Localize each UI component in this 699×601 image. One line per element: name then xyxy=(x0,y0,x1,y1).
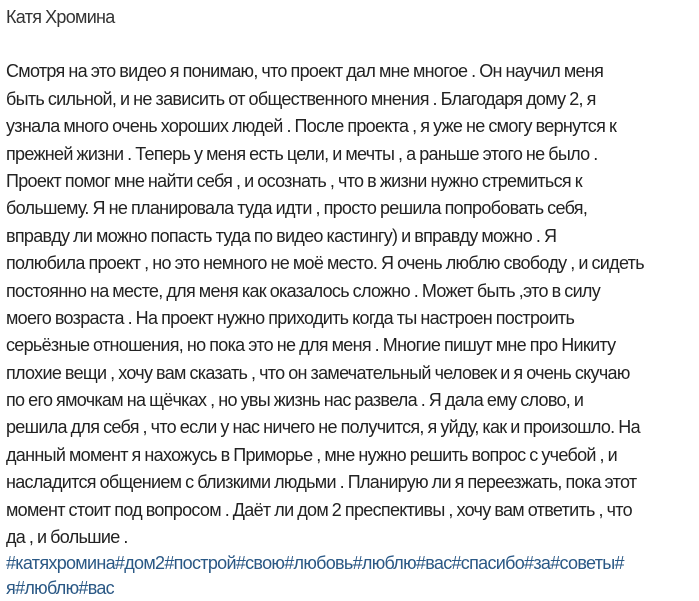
body-line: постоянно на месте, для меня как оказалось сложно . Может быть ,это в силу xyxy=(6,280,601,301)
body-line: вправду ли можно попасть туда по видео кастингу) и вправду можно . Я xyxy=(6,225,557,246)
body-line: серьёзные отношения, но пока это не для меня . Многие пишут мне про Никиту xyxy=(6,335,616,356)
hashtags-line-2 xyxy=(6,576,699,601)
body-line: по его ямочкам на щёчках , но увы жизнь нас развела . Я дала ему слово, и xyxy=(6,390,584,411)
hashtag-link[interactable]: # xyxy=(614,553,624,574)
hashtag-link[interactable]: #вас xyxy=(415,553,452,574)
body-line: плохие вещи , хочу вам сказать , что он замечательный человек и я очень скучаю xyxy=(6,362,630,383)
hashtag-link[interactable]: #люблю xyxy=(15,578,79,599)
body-line: данный момент я нахожусь в Приморье , мне нужно решить вопрос с учебой , и xyxy=(6,444,617,465)
body-line: момент стоит под вопросом . Даёт ли дом 2 преспективы , хочу вам ответить , что xyxy=(6,499,632,520)
body-line: узнала много очень хороших людей . После проекта , я уже не смогу вернутся к xyxy=(6,116,617,137)
body-line: прежней жизни . Теперь у меня есть цели, и мечты , а раньше этого не было . xyxy=(6,143,598,164)
hashtags-line-1 xyxy=(6,551,699,576)
body-line: быть сильной, и не зависить от общественного мнения . Благодаря дому 2, я xyxy=(6,88,596,109)
hashtag-link[interactable]: #за xyxy=(524,553,551,574)
post-body xyxy=(6,58,699,551)
body-line: решила для себя , что если у нас ничего не получится, я уйду, как и произошло. На xyxy=(6,417,640,438)
hashtag-link[interactable]: #люблю xyxy=(352,553,416,574)
body-line: Проект помог мне найти себя , и осознать , что в жизни нужно стремиться к xyxy=(6,170,582,191)
body-line: большему. Я не планировала туда идти , просто решила попробовать себя, xyxy=(6,198,588,219)
hashtag-link[interactable]: я xyxy=(6,578,16,599)
hashtag-link[interactable]: #советы xyxy=(550,553,615,574)
hashtag-link[interactable]: #спасибо xyxy=(451,553,525,574)
body-line: да , и большие . xyxy=(6,527,128,548)
body-line: Смотря на это видео я понимаю, что проект дал мне многое . Он научил меня xyxy=(6,61,604,82)
body-line: моего возраста . На проект нужно приходить когда ты настроен построить xyxy=(6,307,575,328)
hashtag-link[interactable]: #катяхромина xyxy=(6,553,115,574)
body-line: насладится общением с близкими людьми . Планирую ли я переезжать, пока этот xyxy=(6,472,637,493)
hashtag-link[interactable]: #любовь xyxy=(284,553,353,574)
body-line: полюбила проект , но это немного не моё место. Я очень люблю свободу , и сидеть xyxy=(6,253,644,274)
hashtag-link[interactable]: #дом2 xyxy=(114,553,165,574)
hashtag-link[interactable]: #вас xyxy=(78,578,114,599)
hashtag-link[interactable]: #построй xyxy=(164,553,236,574)
post-author[interactable]: Катя Хромина xyxy=(6,7,115,27)
hashtag-link[interactable]: #свою xyxy=(235,553,285,574)
